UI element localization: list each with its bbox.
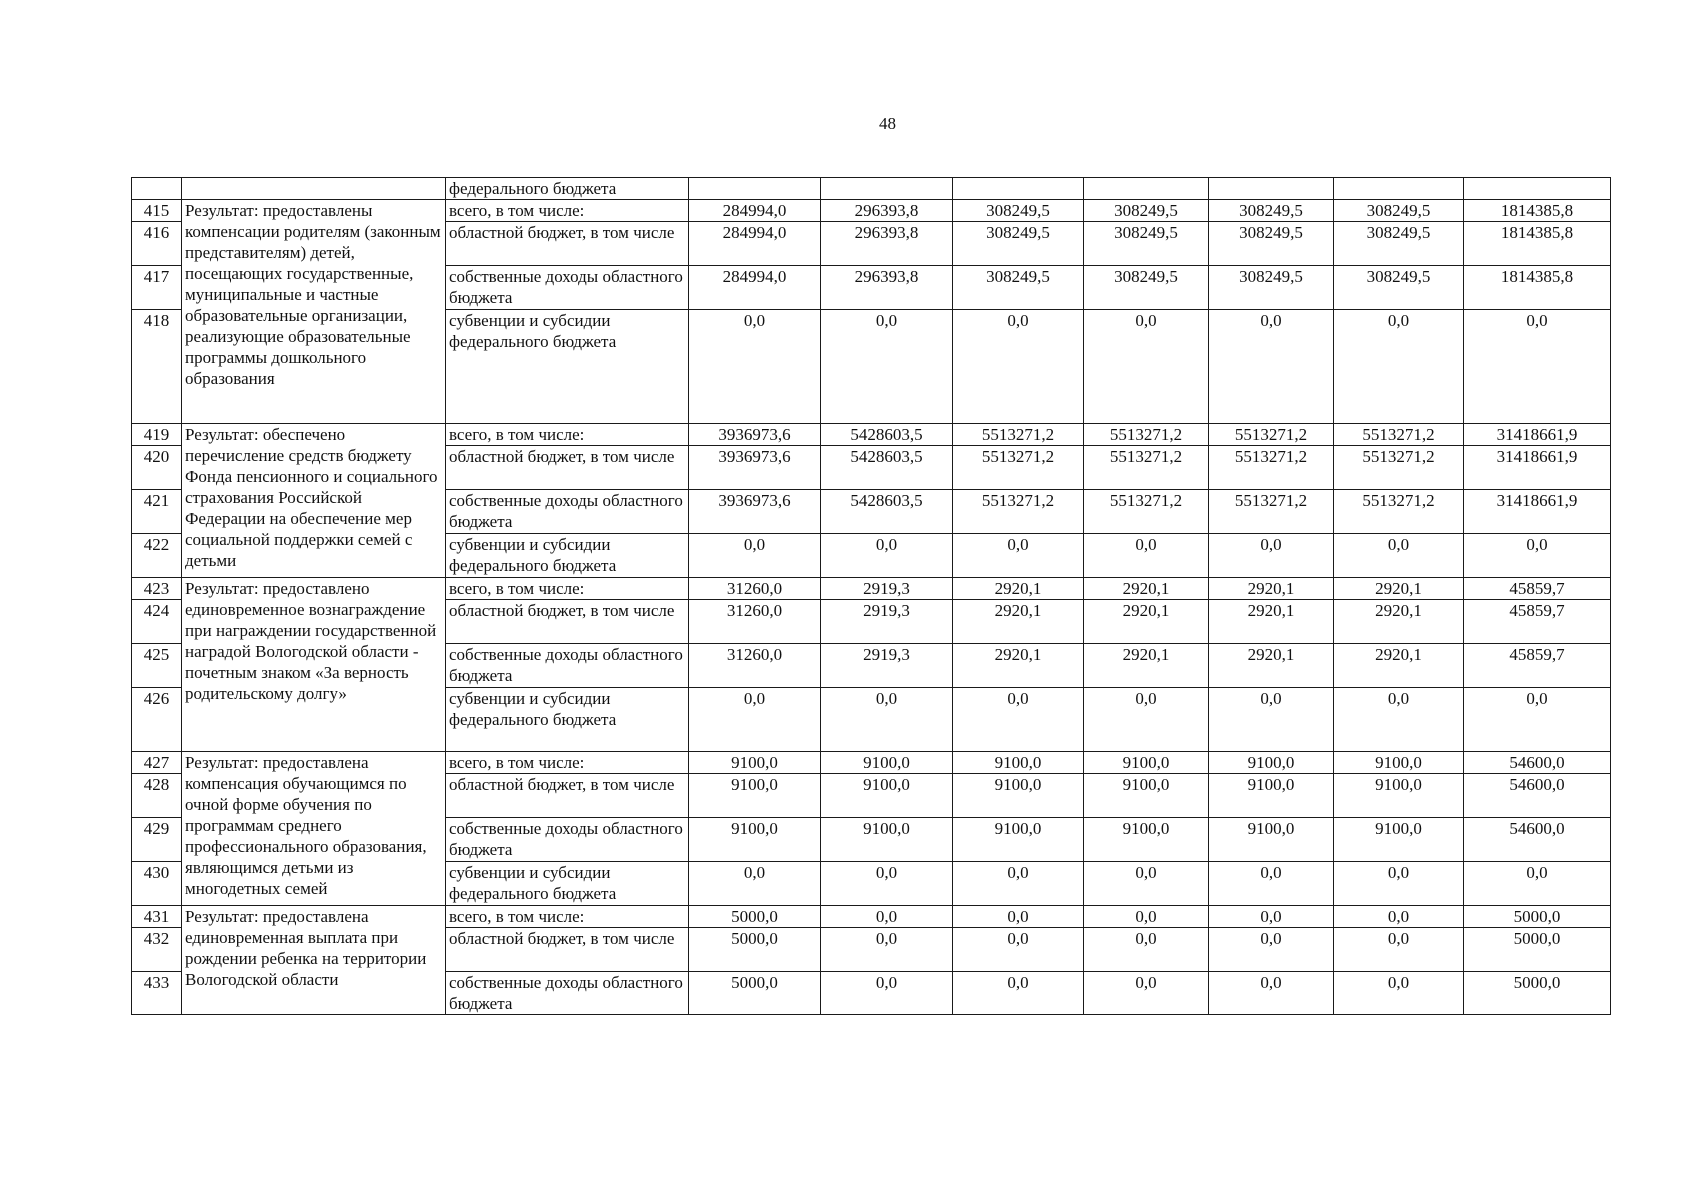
result-description-cell: Результат: предоставлено единовременное вознаграждение при награждении государственной наградой Вологодской области - почетным знаком «За верность родительскому долгу» [182, 578, 446, 752]
value-cell: 5513271,2 [1084, 490, 1209, 534]
value-cell: 284994,0 [689, 222, 821, 266]
funding-source-cell: всего, в том числе: [446, 200, 689, 222]
row-number-cell: 425 [132, 644, 182, 688]
value-cell: 2920,1 [1334, 644, 1464, 688]
value-cell: 0,0 [1209, 862, 1334, 906]
total-value-cell: 31418661,9 [1464, 424, 1611, 446]
value-cell: 2920,1 [1209, 644, 1334, 688]
value-cell: 3936973,6 [689, 490, 821, 534]
funding-source-cell: всего, в том числе: [446, 424, 689, 446]
value-cell: 2920,1 [1084, 600, 1209, 644]
value-cell: 284994,0 [689, 200, 821, 222]
value-cell: 308249,5 [1084, 200, 1209, 222]
value-cell: 9100,0 [821, 752, 953, 774]
row-number-cell: 423 [132, 578, 182, 600]
value-cell: 0,0 [689, 534, 821, 578]
value-cell: 0,0 [689, 862, 821, 906]
value-cell: 296393,8 [821, 222, 953, 266]
row-number-cell: 418 [132, 310, 182, 424]
value-cell: 9100,0 [821, 818, 953, 862]
value-cell: 3936973,6 [689, 446, 821, 490]
value-cell [821, 178, 953, 200]
table-row [132, 424, 1611, 446]
value-cell: 5513271,2 [1209, 424, 1334, 446]
total-value-cell: 0,0 [1464, 688, 1611, 752]
total-value-cell: 54600,0 [1464, 818, 1611, 862]
result-description-cell: Результат: обеспечено перечисление средств бюджету Фонда пенсионного и социального страхования Российской Федерации на обеспечение мер социальной поддержки семей с детьми [182, 424, 446, 578]
value-cell: 0,0 [1334, 534, 1464, 578]
value-cell: 0,0 [953, 310, 1084, 424]
value-cell: 0,0 [1084, 862, 1209, 906]
row-number-cell: 430 [132, 862, 182, 906]
value-cell: 9100,0 [1209, 752, 1334, 774]
value-cell: 0,0 [821, 906, 953, 928]
value-cell: 5513271,2 [953, 446, 1084, 490]
table-row [132, 906, 1611, 928]
value-cell: 308249,5 [1084, 222, 1209, 266]
row-number-cell: 433 [132, 972, 182, 1015]
source-cell: федерального бюджета [446, 178, 689, 200]
value-cell: 0,0 [1084, 928, 1209, 972]
value-cell [1209, 178, 1334, 200]
value-cell: 5513271,2 [1334, 446, 1464, 490]
value-cell: 5428603,5 [821, 446, 953, 490]
result-description-cell: Результат: предоставлена компенсация обучающимся по очной форме обучения по программам среднего профессионального образования, являющимся детьми из многодетных семей [182, 752, 446, 906]
value-cell: 0,0 [953, 688, 1084, 752]
funding-source-cell: всего, в том числе: [446, 752, 689, 774]
value-cell: 2920,1 [1084, 644, 1209, 688]
result-description-cell: Результат: предоставлены компенсации родителям (законным представителям) детей, посещающих государственные, муниципальные и частные образовательные организации, реализующие образовательные программы дошкольного образования [182, 200, 446, 424]
row-number-cell: 419 [132, 424, 182, 446]
value-cell: 0,0 [1334, 862, 1464, 906]
value-cell: 2920,1 [953, 578, 1084, 600]
funding-source-cell: всего, в том числе: [446, 906, 689, 928]
value-cell: 31260,0 [689, 600, 821, 644]
value-cell: 0,0 [821, 534, 953, 578]
value-cell: 2919,3 [821, 578, 953, 600]
row-number-cell: 432 [132, 928, 182, 972]
total-value-cell: 31418661,9 [1464, 446, 1611, 490]
value-cell: 0,0 [1084, 688, 1209, 752]
row-number-cell: 427 [132, 752, 182, 774]
value-cell: 308249,5 [1334, 222, 1464, 266]
total-value-cell: 54600,0 [1464, 752, 1611, 774]
value-cell: 0,0 [1334, 688, 1464, 752]
funding-source-cell: областной бюджет, в том числе [446, 600, 689, 644]
value-cell: 0,0 [1209, 928, 1334, 972]
value-cell: 0,0 [1334, 972, 1464, 1015]
funding-source-cell: собственные доходы областного бюджета [446, 972, 689, 1015]
value-cell: 5513271,2 [1084, 424, 1209, 446]
value-cell: 5513271,2 [1334, 490, 1464, 534]
value-cell: 2920,1 [1334, 578, 1464, 600]
value-cell: 9100,0 [689, 818, 821, 862]
value-cell: 5513271,2 [1209, 446, 1334, 490]
value-cell: 5000,0 [689, 928, 821, 972]
value-cell: 9100,0 [953, 774, 1084, 818]
row-number-cell: 431 [132, 906, 182, 928]
value-cell: 308249,5 [1209, 222, 1334, 266]
value-cell: 31260,0 [689, 644, 821, 688]
funding-source-cell: субвенции и субсидии федерального бюджета [446, 534, 689, 578]
row-number-cell: 426 [132, 688, 182, 752]
value-cell: 9100,0 [689, 752, 821, 774]
value-cell: 9100,0 [1209, 774, 1334, 818]
value-cell: 0,0 [1334, 310, 1464, 424]
value-cell: 0,0 [821, 972, 953, 1015]
value-cell: 9100,0 [1209, 818, 1334, 862]
funding-source-cell: субвенции и субсидии федерального бюджета [446, 688, 689, 752]
value-cell [1084, 178, 1209, 200]
value-cell: 0,0 [953, 906, 1084, 928]
row-number-cell: 421 [132, 490, 182, 534]
funding-source-cell: субвенции и субсидии федерального бюджета [446, 310, 689, 424]
total-value-cell: 45859,7 [1464, 578, 1611, 600]
table-row [132, 200, 1611, 222]
row-number-cell: 420 [132, 446, 182, 490]
value-cell: 5513271,2 [953, 490, 1084, 534]
total-value-cell: 0,0 [1464, 310, 1611, 424]
total-value-cell: 31418661,9 [1464, 490, 1611, 534]
value-cell: 308249,5 [1084, 266, 1209, 310]
table-row-continued [132, 178, 1611, 200]
value-cell: 9100,0 [1334, 818, 1464, 862]
row-number-cell: 428 [132, 774, 182, 818]
total-value-cell: 1814385,8 [1464, 266, 1611, 310]
value-cell: 0,0 [1209, 310, 1334, 424]
value-cell: 9100,0 [1084, 774, 1209, 818]
value-cell: 308249,5 [1209, 200, 1334, 222]
page-number: 48 [879, 114, 896, 133]
value-cell: 5513271,2 [1209, 490, 1334, 534]
funding-source-cell: всего, в том числе: [446, 578, 689, 600]
value-cell: 0,0 [1209, 972, 1334, 1015]
value-cell: 2920,1 [1084, 578, 1209, 600]
budget-table [131, 177, 1611, 1015]
value-cell: 0,0 [1209, 534, 1334, 578]
value-cell: 9100,0 [1084, 818, 1209, 862]
funding-source-cell: областной бюджет, в том числе [446, 928, 689, 972]
description-cell [182, 178, 446, 200]
value-cell: 9100,0 [1084, 752, 1209, 774]
total-value-cell: 45859,7 [1464, 644, 1611, 688]
value-cell: 5513271,2 [1084, 446, 1209, 490]
value-cell: 9100,0 [953, 752, 1084, 774]
row-number-cell: 429 [132, 818, 182, 862]
value-cell: 0,0 [953, 972, 1084, 1015]
value-cell: 0,0 [1084, 972, 1209, 1015]
value-cell: 9100,0 [953, 818, 1084, 862]
row-number-cell: 422 [132, 534, 182, 578]
value-cell: 0,0 [1334, 928, 1464, 972]
total-value-cell: 0,0 [1464, 534, 1611, 578]
table-body [132, 178, 1611, 1015]
value-cell: 0,0 [953, 862, 1084, 906]
value-cell: 0,0 [1084, 534, 1209, 578]
total-value-cell: 5000,0 [1464, 928, 1611, 972]
value-cell: 2920,1 [1334, 600, 1464, 644]
value-cell: 308249,5 [953, 266, 1084, 310]
value-cell: 5000,0 [689, 906, 821, 928]
result-description-cell: Результат: предоставлена единовременная выплата при рождении ребенка на территории Вологодской области [182, 906, 446, 1015]
total-value-cell: 54600,0 [1464, 774, 1611, 818]
value-cell [1334, 178, 1464, 200]
value-cell: 5428603,5 [821, 490, 953, 534]
value-cell: 9100,0 [689, 774, 821, 818]
value-cell: 308249,5 [953, 200, 1084, 222]
value-cell: 5513271,2 [953, 424, 1084, 446]
value-cell [1464, 178, 1611, 200]
total-value-cell: 5000,0 [1464, 906, 1611, 928]
value-cell [953, 178, 1084, 200]
row-number-cell [132, 178, 182, 200]
value-cell [689, 178, 821, 200]
total-value-cell: 1814385,8 [1464, 222, 1611, 266]
value-cell: 2919,3 [821, 644, 953, 688]
value-cell: 0,0 [1084, 310, 1209, 424]
value-cell: 0,0 [821, 928, 953, 972]
value-cell: 9100,0 [821, 774, 953, 818]
value-cell: 31260,0 [689, 578, 821, 600]
value-cell: 5513271,2 [1334, 424, 1464, 446]
row-number-cell: 424 [132, 600, 182, 644]
table-row [132, 578, 1611, 600]
total-value-cell: 0,0 [1464, 862, 1611, 906]
value-cell: 0,0 [821, 310, 953, 424]
value-cell: 2920,1 [953, 600, 1084, 644]
row-number-cell: 415 [132, 200, 182, 222]
table-row [132, 752, 1611, 774]
total-value-cell: 5000,0 [1464, 972, 1611, 1015]
value-cell: 2920,1 [1209, 600, 1334, 644]
value-cell: 9100,0 [1334, 752, 1464, 774]
funding-source-cell: областной бюджет, в том числе [446, 222, 689, 266]
value-cell: 0,0 [821, 688, 953, 752]
value-cell: 0,0 [1084, 906, 1209, 928]
value-cell: 5000,0 [689, 972, 821, 1015]
value-cell: 5428603,5 [821, 424, 953, 446]
value-cell: 308249,5 [953, 222, 1084, 266]
funding-source-cell: собственные доходы областного бюджета [446, 644, 689, 688]
value-cell: 308249,5 [1334, 266, 1464, 310]
value-cell: 3936973,6 [689, 424, 821, 446]
total-value-cell: 1814385,8 [1464, 200, 1611, 222]
value-cell: 0,0 [1209, 688, 1334, 752]
value-cell: 9100,0 [1334, 774, 1464, 818]
row-number-cell: 417 [132, 266, 182, 310]
value-cell: 0,0 [953, 534, 1084, 578]
value-cell: 0,0 [953, 928, 1084, 972]
value-cell: 0,0 [689, 688, 821, 752]
funding-source-cell: областной бюджет, в том числе [446, 446, 689, 490]
value-cell: 0,0 [1209, 906, 1334, 928]
value-cell: 2920,1 [1209, 578, 1334, 600]
value-cell: 2920,1 [953, 644, 1084, 688]
value-cell: 284994,0 [689, 266, 821, 310]
value-cell: 308249,5 [1334, 200, 1464, 222]
value-cell: 0,0 [1334, 906, 1464, 928]
value-cell: 308249,5 [1209, 266, 1334, 310]
funding-source-cell: собственные доходы областного бюджета [446, 266, 689, 310]
funding-source-cell: собственные доходы областного бюджета [446, 490, 689, 534]
funding-source-cell: областной бюджет, в том числе [446, 774, 689, 818]
value-cell: 2919,3 [821, 600, 953, 644]
row-number-cell: 416 [132, 222, 182, 266]
value-cell: 296393,8 [821, 200, 953, 222]
funding-source-cell: субвенции и субсидии федерального бюджета [446, 862, 689, 906]
funding-source-cell: собственные доходы областного бюджета [446, 818, 689, 862]
value-cell: 0,0 [689, 310, 821, 424]
value-cell: 0,0 [821, 862, 953, 906]
total-value-cell: 45859,7 [1464, 600, 1611, 644]
value-cell: 296393,8 [821, 266, 953, 310]
